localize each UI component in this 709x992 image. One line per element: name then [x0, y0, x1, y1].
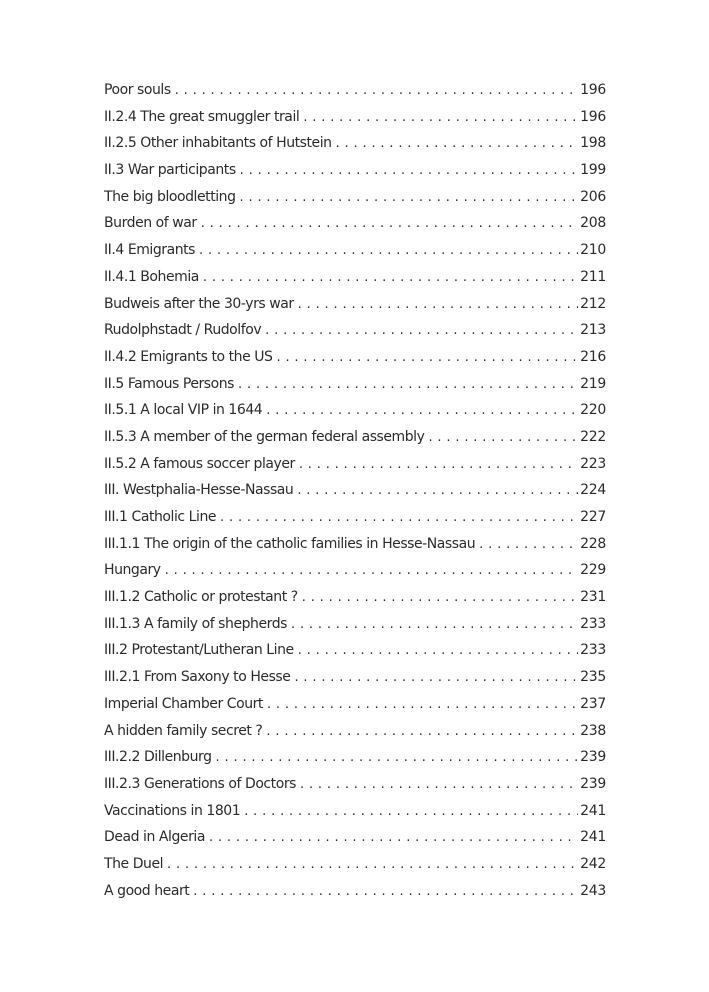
- dot-leader: [201, 216, 578, 231]
- toc-entry-page: 243: [580, 882, 606, 899]
- toc-entry-title: Imperial Chamber Court: [104, 695, 263, 712]
- toc-entry-title: III.2.3 Generations of Doctors: [104, 775, 296, 792]
- toc-entry-title: II.5.1 A local VIP in 1644: [104, 402, 263, 419]
- toc-entry-page: 238: [580, 722, 606, 739]
- toc-entry-title: Budweis after the 30-yrs war: [104, 295, 294, 312]
- toc-entry-page: 211: [580, 268, 606, 285]
- toc-entry-title: II.5.3 A member of the german federal assembly: [104, 428, 425, 445]
- dot-leader: [266, 724, 578, 739]
- toc-entry: [104, 215, 606, 242]
- toc-entry-title: II.5 Famous Persons: [104, 375, 235, 392]
- toc-entry-page: 224: [580, 482, 606, 499]
- dot-leader: [298, 643, 578, 658]
- toc-entry-page: 239: [580, 775, 606, 792]
- toc-entry-title: II.2.5 Other inhabitants of Hutstein: [104, 135, 332, 152]
- toc-entry-title: A hidden family secret ?: [104, 722, 263, 739]
- dot-leader: [299, 457, 578, 472]
- toc-entry-page: 231: [580, 589, 606, 606]
- toc-entry: [104, 349, 606, 376]
- toc-entry-page: 242: [580, 855, 606, 872]
- toc-entry-page: 216: [580, 348, 606, 365]
- toc-entry-page: 235: [580, 669, 606, 686]
- toc-entry: [104, 696, 606, 723]
- dot-leader: [193, 884, 578, 899]
- toc-entry: [104, 776, 606, 803]
- toc-entry-page: 241: [580, 802, 606, 819]
- toc-entry-page: 199: [580, 162, 606, 179]
- toc-entry-title: Poor souls: [104, 82, 171, 98]
- toc-entry-page: 208: [580, 215, 606, 232]
- toc-entry-page: 233: [580, 615, 606, 632]
- toc-entry-page: 196: [580, 108, 606, 125]
- toc-entry-page: 220: [580, 402, 606, 419]
- toc-entry: [104, 642, 606, 669]
- toc-entry-title: II.2.4 The great smuggler trail: [104, 108, 300, 125]
- dot-leader: [238, 377, 578, 392]
- toc-entry-title: II.4.2 Emigrants to the US: [104, 348, 273, 365]
- toc-entry: [104, 296, 606, 323]
- toc-entry: [104, 669, 606, 696]
- toc-entry-title: Vaccinations in 1801: [104, 802, 241, 819]
- toc-entry-title: III.2.2 Dillenburg: [104, 749, 212, 766]
- toc-entry-title: Hungary: [104, 562, 161, 579]
- toc-entry-title: II.4.1 Bohemia: [104, 268, 199, 285]
- toc-entry-title: III.1.3 A family of shepherds: [104, 615, 287, 632]
- toc-entry-page: 213: [580, 322, 606, 339]
- toc-entry: [104, 883, 606, 910]
- toc-entry: [104, 269, 606, 296]
- toc-entry-page: 229: [580, 562, 606, 579]
- dot-leader: [303, 110, 578, 125]
- toc-entry: [104, 456, 606, 483]
- dot-leader: [244, 804, 578, 819]
- dot-leader: [298, 297, 579, 312]
- toc-entry-title: Dead in Algeria: [104, 829, 205, 846]
- dot-leader: [265, 323, 578, 338]
- dot-leader: [300, 777, 578, 792]
- toc-entry: [104, 322, 606, 349]
- toc-entry-title: The Duel: [104, 855, 164, 872]
- toc-entry-title: The big bloodletting: [104, 188, 236, 205]
- dot-leader: [167, 857, 578, 872]
- toc-entry-title: III.1.1 The origin of the catholic families in Hesse-Nassau: [104, 535, 476, 552]
- toc-entry-page: 210: [580, 242, 606, 259]
- toc-entry-page: 223: [580, 455, 606, 472]
- dot-leader: [266, 403, 578, 418]
- toc-entry: [104, 482, 606, 509]
- toc-entry-page: 212: [580, 295, 606, 312]
- toc-entry-title: Rudolphstadt / Rudolfov: [104, 322, 262, 339]
- dot-leader: [203, 270, 578, 285]
- toc-entry-page: 228: [580, 535, 606, 552]
- toc-entry: [104, 189, 606, 216]
- dot-leader: [294, 670, 578, 685]
- dot-leader: [199, 243, 578, 258]
- toc-entry: [104, 509, 606, 536]
- toc-entry-page: 222: [580, 428, 606, 445]
- toc-entry-page: 241: [580, 829, 606, 846]
- table-of-contents: [104, 82, 606, 909]
- toc-entry-page: 239: [580, 749, 606, 766]
- toc-entry: [104, 82, 606, 109]
- toc-entry: [104, 162, 606, 189]
- toc-entry: [104, 749, 606, 776]
- toc-entry-page: 206: [580, 188, 606, 205]
- toc-entry-page: 196: [580, 82, 606, 98]
- toc-entry: [104, 616, 606, 643]
- dot-leader: [220, 510, 578, 525]
- toc-entry-title: III.2.1 From Saxony to Hesse: [104, 669, 291, 686]
- toc-entry-title: II.4 Emigrants: [104, 242, 196, 259]
- toc-entry-title: A good heart: [104, 882, 190, 899]
- toc-entry-page: 227: [580, 509, 606, 525]
- toc-entry: [104, 829, 606, 856]
- dot-leader: [277, 350, 579, 365]
- dot-leader: [209, 830, 578, 845]
- dot-leader: [302, 590, 578, 605]
- toc-entry-title: Burden of war: [104, 215, 197, 232]
- toc-entry: [104, 429, 606, 456]
- toc-entry: [104, 135, 606, 162]
- toc-entry-page: 198: [580, 135, 606, 152]
- toc-entry-title: III.1.2 Catholic or protestant ?: [104, 589, 298, 606]
- toc-entry: [104, 109, 606, 136]
- toc-entry: [104, 723, 606, 750]
- dot-leader: [175, 83, 578, 98]
- toc-entry: [104, 856, 606, 883]
- toc-entry: [104, 589, 606, 616]
- toc-entry-title: II.3 War participants: [104, 162, 236, 179]
- toc-entry-title: III.2 Protestant/Lutheran Line: [104, 642, 294, 659]
- dot-leader: [291, 617, 578, 632]
- toc-entry: [104, 803, 606, 830]
- toc-entry-title: II.5.2 A famous soccer player: [104, 455, 295, 472]
- toc-entry-page: 237: [580, 695, 606, 712]
- dot-leader: [428, 430, 578, 445]
- toc-entry: [104, 562, 606, 589]
- toc-entry: [104, 536, 606, 563]
- toc-entry: [104, 376, 606, 403]
- toc-entry-title: III. Westphalia-Hesse-Nassau: [104, 482, 294, 499]
- toc-entry: [104, 402, 606, 429]
- dot-leader: [165, 563, 579, 578]
- toc-entry-title: III.1 Catholic Line: [104, 509, 217, 525]
- dot-leader: [297, 483, 578, 498]
- dot-leader: [267, 697, 578, 712]
- dot-leader: [240, 190, 579, 205]
- toc-entry-page: 233: [580, 642, 606, 659]
- dot-leader: [216, 750, 579, 765]
- dot-leader: [336, 136, 579, 151]
- dot-leader: [479, 537, 578, 552]
- dot-leader: [240, 163, 579, 178]
- toc-entry: [104, 242, 606, 269]
- toc-entry-page: 219: [580, 375, 606, 392]
